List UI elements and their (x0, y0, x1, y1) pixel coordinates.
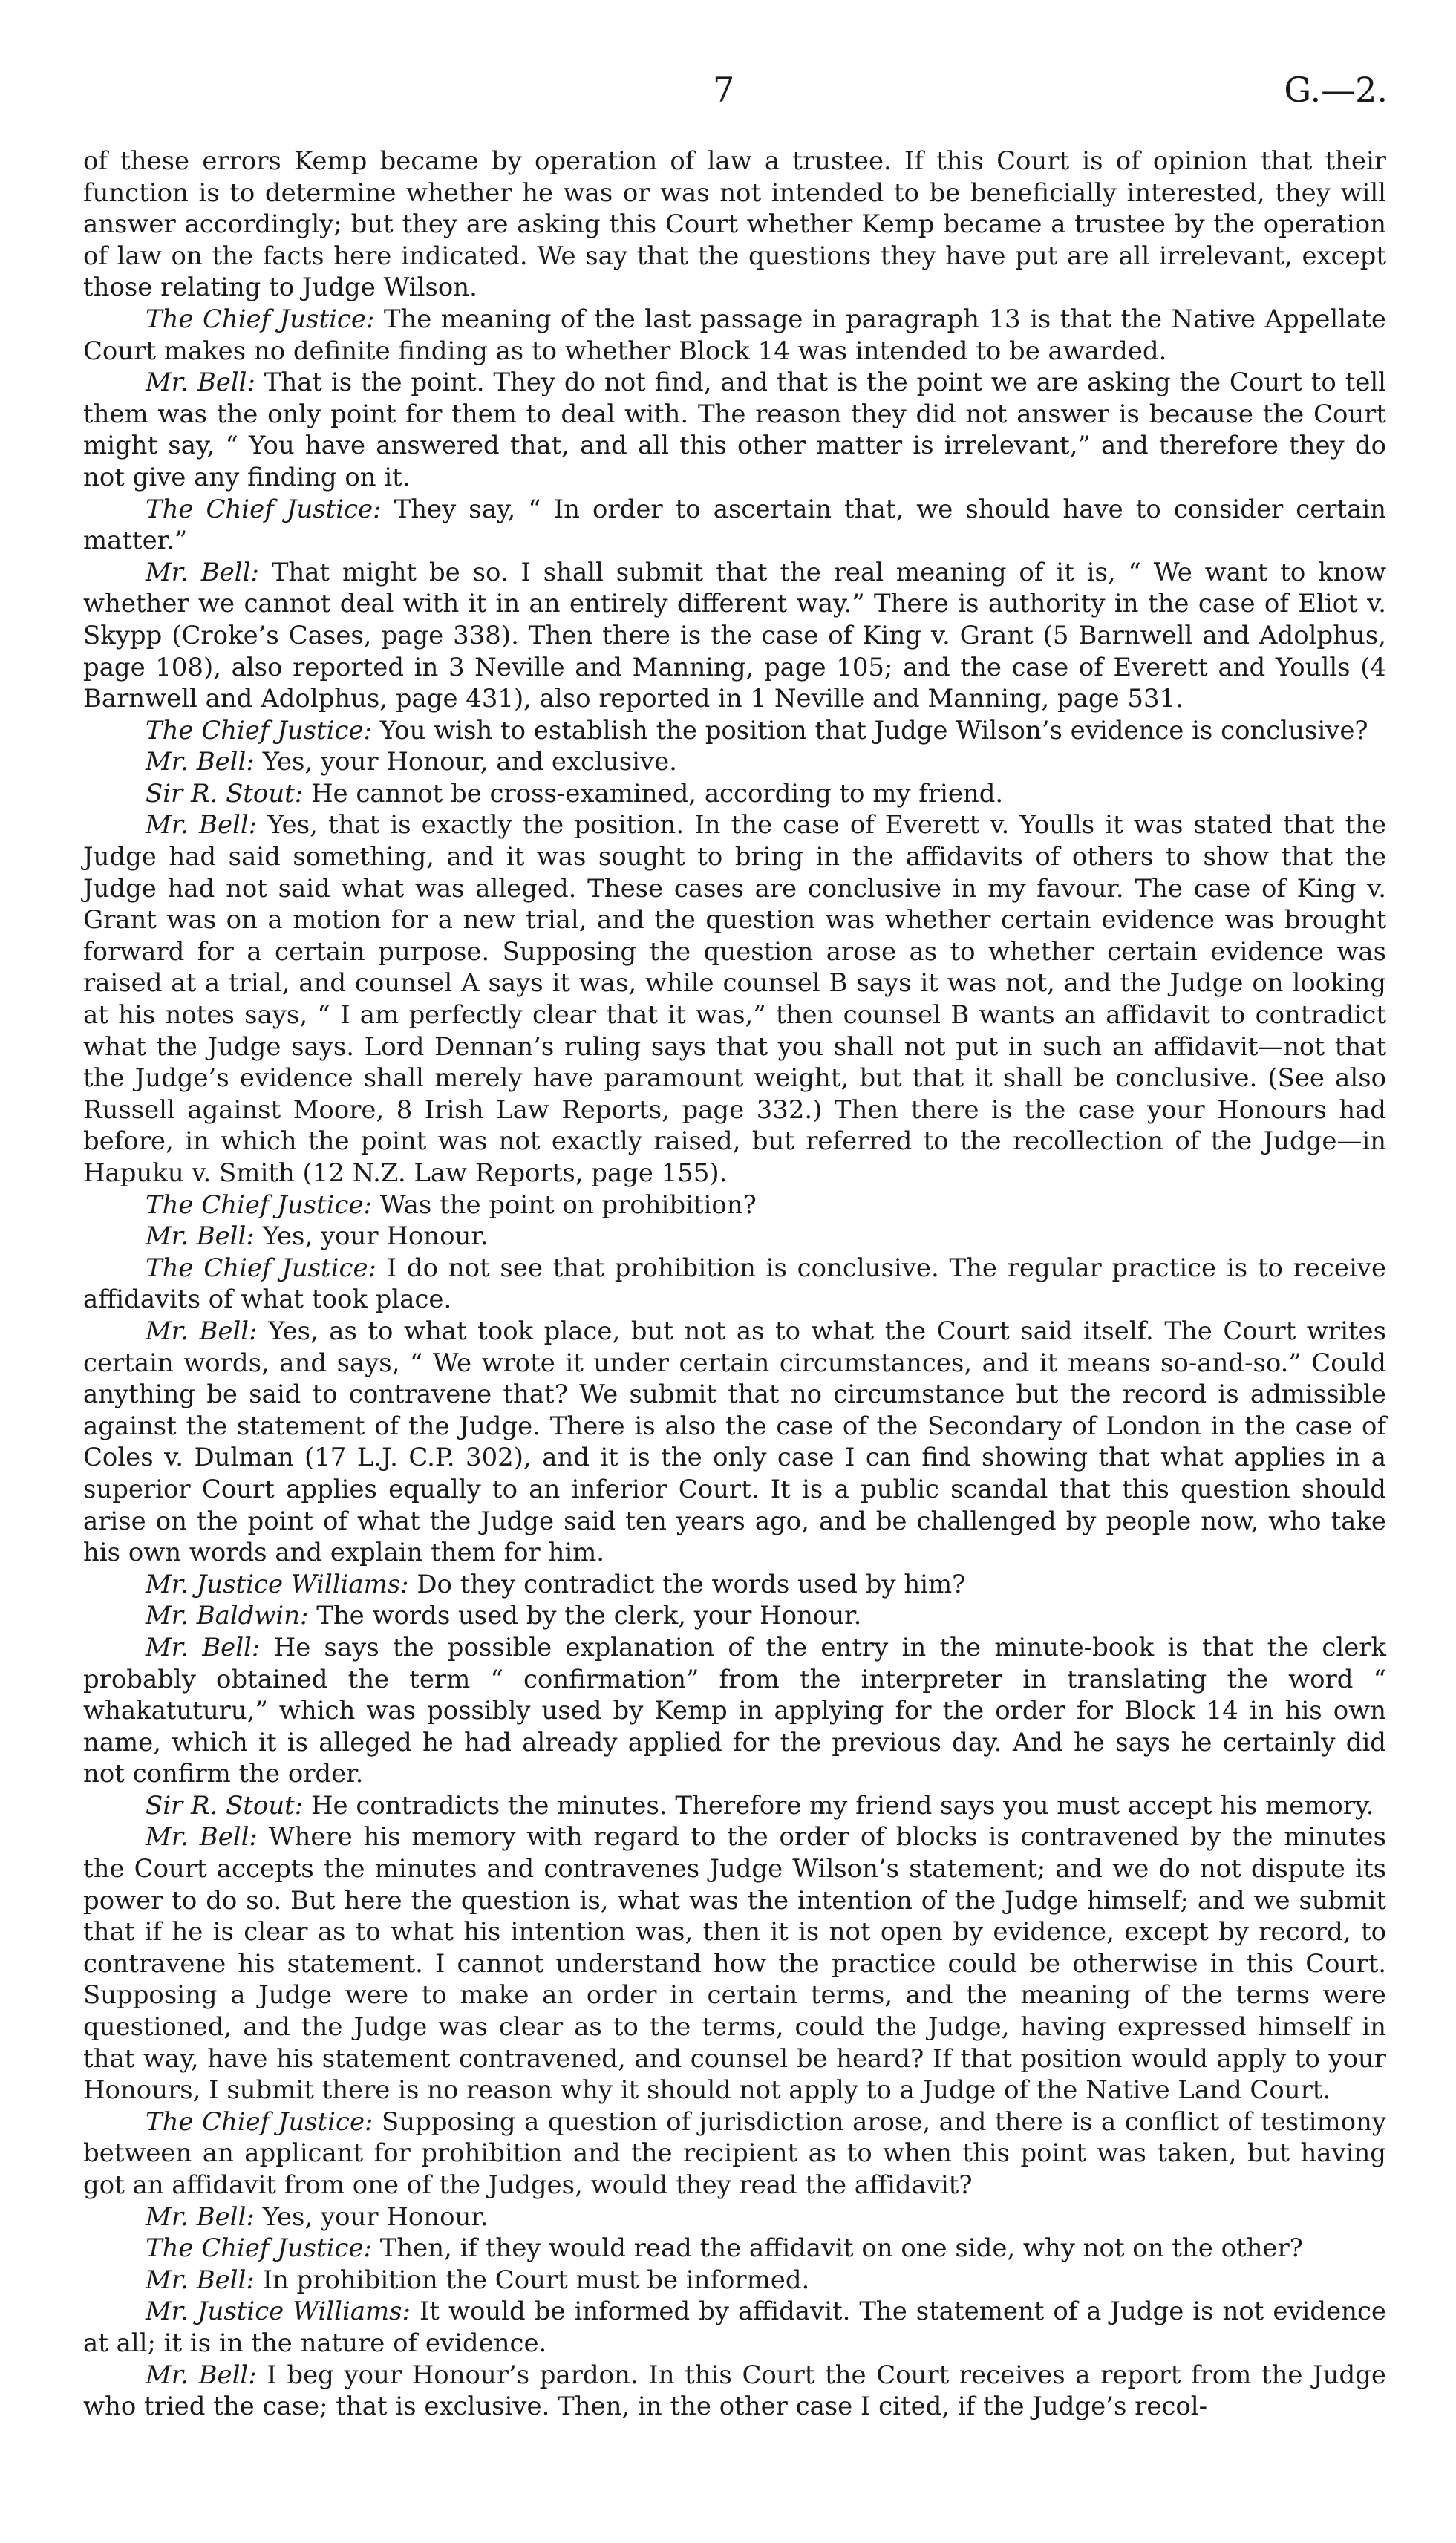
paragraph (83, 778, 1386, 810)
paragraph (83, 1790, 1386, 1822)
speaker-name: Mr. Justice Williams: (146, 2296, 411, 2326)
paragraph-text: Supposing a question of jurisdiction arose, and there is a conflict of testimony between an applicant for prohibition and the recipient as to when this point was taken, but having got an affidavit from one of the Judges, would they read the affidavit? (83, 2106, 1387, 2199)
paragraph (83, 715, 1386, 747)
paragraph (83, 746, 1386, 778)
paragraph (83, 367, 1386, 493)
page-number: 7 (713, 70, 735, 110)
paragraph (83, 2265, 1386, 2296)
paragraph (83, 2233, 1386, 2265)
paragraph (83, 1821, 1386, 2106)
paragraph (83, 1189, 1386, 1221)
paragraph (83, 1253, 1386, 1316)
paragraph-text: You wish to establish the position that Judge Wilson’s evidence is conclusive? (379, 715, 1368, 745)
paragraph (83, 2106, 1386, 2201)
paragraph-text: Yes, your Honour. (262, 1221, 489, 1251)
paragraph-text: Then, if they would read the affidavit on one side, why not on the other? (379, 2233, 1303, 2263)
paragraph (83, 2296, 1386, 2359)
speaker-name: Mr. Bell: (146, 2201, 255, 2231)
speaker-name: The Chief Justice: (146, 2233, 372, 2263)
paragraph-text: Was the point on prohibition? (379, 1189, 757, 1219)
paragraph-text: I do not see that prohibition is conclusive. The regular practice is to receive affidavits of what took place. (83, 1253, 1387, 1314)
paragraph-text: The words used by the clerk, your Honour. (316, 1601, 862, 1630)
paragraph (83, 1316, 1386, 1569)
paragraph-text: Where his memory with regard to the order of blocks is contravened by the minutes the Court accepts the minutes and contravenes Judge Wilson’s statement; and we do not dispute its power to do so. But here the question is, what was the intention of the Judge himself; and we submit that if he is clear as to what his intention was, then it is not open by evidence, except by record, to contravene his statement. I cannot understand how the practice could be otherwise in this Court. Supposing a Judge were to make an order in certain terms, and the meaning of the terms were questioned, and the Judge was clear as to the terms, could the Judge, having expressed himself in that way, have his statement contravened, and counsel be heard? If that position would apply to your Honours, I submit there is no reason why it should not apply to a Judge of the Native Land Court. (83, 1822, 1386, 2105)
paragraph-text: That might be so. I shall submit that the real meaning of it is, “ We want to know whether we cannot deal with it in an entirely different way.” There is authority in the case of Eliot v. Skypp (Croke’s Cases, page 338). Then there is the case of King v. Grant (5 Barnwell and Adolphus, page 108), also reported in 3 Neville and Manning, page 105; and the case of Everett and Youlls (4 Barnwell and Adolphus, page 431), also reported in 1 Neville and Manning, page 531. (83, 557, 1386, 714)
speaker-name: Sir R. Stout: (146, 1790, 304, 1820)
paragraph-text: The meaning of the last passage in paragraph 13 is that the Native Appellate Court makes no definite finding as to whether Block 14 was intended to be awarded. (83, 304, 1386, 365)
speaker-name: Mr. Bell: (146, 1316, 258, 1345)
speaker-name: Mr. Justice Williams: (146, 1569, 409, 1599)
paragraph-text: He contradicts the minutes. Therefore my friend says you must accept his memory. (310, 1790, 1374, 1820)
document-code: G.—2. (1284, 70, 1388, 110)
speaker-name: Mr. Bell: (146, 2360, 257, 2389)
paragraph-text: Yes, that is exactly the position. In the case of Everett v. Youlls it was stated that the Judge had said something, and it was sought to bring in the affidavits of others to show that the Judge had not said what was alleged. These cases are conclusive in my favour. The case of King v. Grant was on a motion for a new trial, and the question was whether certain evidence was brought forward for a certain purpose. Supposing the question arose as to whether certain evidence was raised at a trial, and counsel A says it was, while counsel B says it was not, and the Judge on looking at his notes says, “ I am perfectly clear that it was,” then counsel B wants an affidavit to contradict what the Judge says. Lord Dennan’s ruling says that you shall not put in such an affidavit—not that the Judge’s evidence shall merely have paramount weight, but that it shall be conclusive. (See also Russell against Moore, 8 Irish Law Reports, page 332.) Then there is the case your Honours had before, in which the point was not exactly raised, but referred to the recollection of the Judge—in Hapuku v. Smith (12 N.Z. Law Reports, page 155). (83, 810, 1387, 1187)
paragraph (83, 1600, 1386, 1632)
paragraph-text: Yes, your Honour. (262, 2201, 489, 2231)
paragraph-text: He says the possible explanation of the entry in the minute-book is that the clerk probably obtained the term “ confirmation” from the interpreter in translating the word “ whakatuturu,” which was possibly used by Kemp in applying for the order for Block 14 in his own name, which it is alleged he had already applied for the previous day. And he says he certainly did not confirm the order. (83, 1632, 1386, 1789)
paragraph-text: Yes, your Honour, and exclusive. (262, 747, 677, 777)
speaker-name: Mr. Bell: (146, 810, 258, 840)
paragraph-text: Yes, as to what took place, but not as to what the Court said itself. The Court writes certain words, and says, “ We wrote it under certain circumstances, and it means so-and-so.” Could anything be said to contravene that? We submit that no circumstance but the record is admissible against the statement of the Judge. There is also the case of the Secondary of London in the case of Coles v. Dulman (17 L.J. C.P. 302), and it is the only case I can find showing that what applies in a superior Court applies equally to an inferior Court. It is a public scandal that this question should arise on the point of what the Judge said ten years ago, and be challenged by people now, who take his own words and explain them for him. (83, 1316, 1386, 1567)
speaker-name: Mr. Bell: (146, 747, 255, 777)
paragraph (83, 304, 1386, 367)
paragraph (83, 2201, 1386, 2233)
paragraph-text: Do they contradict the words used by him? (417, 1569, 966, 1599)
paragraph (83, 2360, 1386, 2423)
paragraph (83, 146, 1386, 304)
speaker-name: The Chief Justice: (146, 304, 375, 333)
paragraph-text: In prohibition the Court must be informed. (262, 2265, 810, 2294)
paragraph (83, 1569, 1386, 1601)
paragraph (83, 1632, 1386, 1790)
paragraph (83, 1221, 1386, 1253)
paragraph (83, 557, 1386, 715)
speaker-name: The Chief Justice: (146, 1189, 372, 1219)
paragraph-text: of these errors Kemp became by operation of law a trustee. If this Court is of opinion that their function is to determine whether he was or was not intended to be beneficially interested, they will answer accordingly; but they are asking this Court whether Kemp became a trustee by the operation of law on the facts here indicated. We say that the questions they have put are all irrelevant, except those relating to Judge Wilson. (83, 146, 1386, 302)
transcript-body (83, 146, 1386, 2423)
speaker-name: Mr. Bell: (146, 2265, 255, 2294)
speaker-name: Sir R. Stout: (146, 778, 304, 808)
speaker-name: The Chief Justice: (146, 2106, 373, 2136)
paragraph-text: They say, “ In order to ascertain that, we should have to consider certain matter.” (83, 494, 1386, 555)
speaker-name: Mr. Bell: (146, 557, 259, 587)
speaker-name: Mr. Baldwin: (146, 1601, 309, 1630)
speaker-name: Mr. Bell: (146, 368, 255, 397)
paragraph (83, 494, 1386, 557)
speaker-name: Mr. Bell: (146, 1221, 255, 1251)
speaker-name: Mr. Bell: (146, 1632, 261, 1662)
speaker-name: The Chief Justice: (146, 1253, 376, 1282)
speaker-name: Mr. Bell: (146, 1822, 258, 1852)
speaker-name: The Chief Justice: (146, 715, 372, 745)
paragraph-text: I beg your Honour’s pardon. In this Court the Court receives a report from the Judge who tried the case; that is exclusive. Then, in the other case I cited, if the Judge’s recol- (83, 2360, 1386, 2421)
paragraph-text: He cannot be cross-examined, according to my friend. (310, 778, 1004, 808)
paragraph-text: It would be informed by affidavit. The statement of a Judge is not evidence at all; it is in the nature of evidence. (83, 2296, 1386, 2357)
speaker-name: The Chief Justice: (146, 494, 382, 523)
paragraph-text: That is the point. They do not find, and that is the point we are asking the Court to tell them was the only point for them to deal with. The reason they did not answer is because the Court might say, “ You have answered that, and all this other matter is irrelevant,” and therefore they do not give any finding on it. (83, 368, 1386, 492)
paragraph (83, 809, 1386, 1189)
